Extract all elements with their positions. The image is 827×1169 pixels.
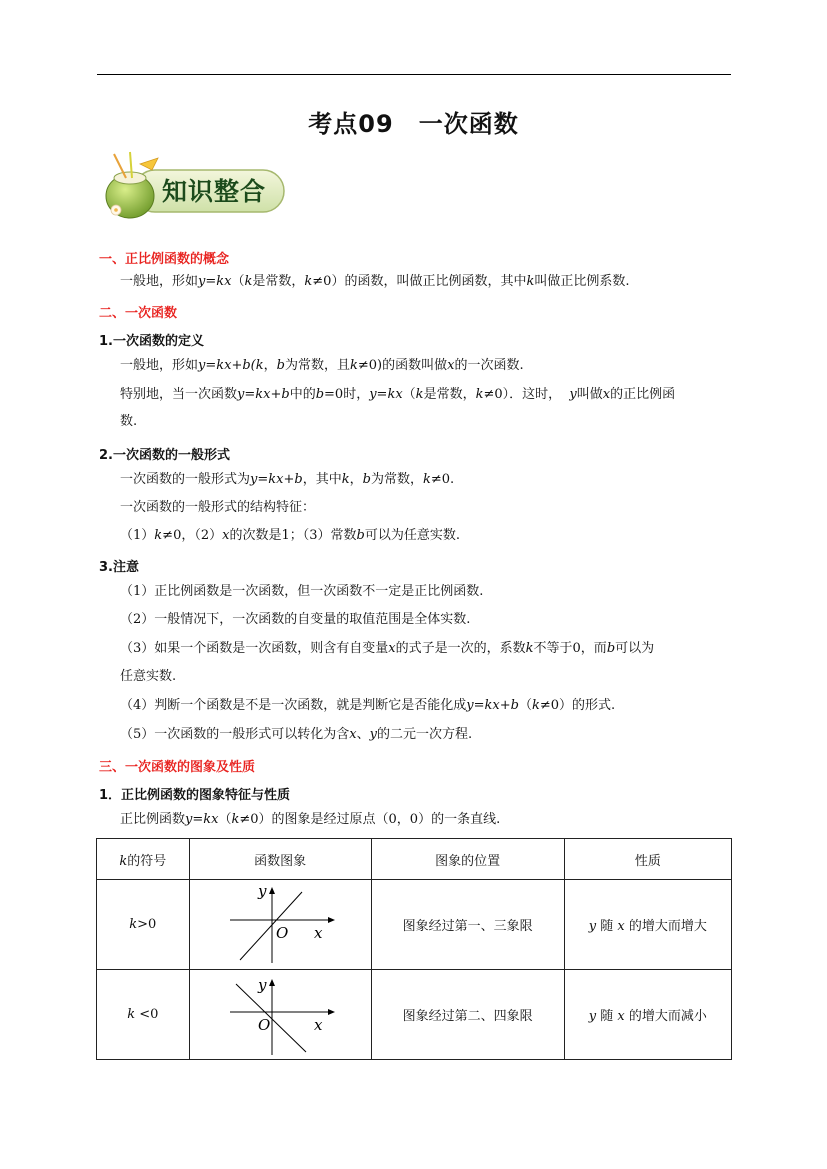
proportional-graph-intro: 正比例函数y=kx（k≠0）的图象是经过原点（0，0）的一条直线. xyxy=(120,812,501,827)
cell-position: 图象经过第二、四象限 xyxy=(371,970,564,1060)
graph-decreasing xyxy=(190,970,371,1059)
general-form-line-2: 一次函数的一般形式的结构特征： xyxy=(120,500,316,515)
note-1: （1）正比例函数是一次函数，但一次函数不一定是正比例函数. xyxy=(120,584,484,599)
definition-line-2: 特别地，当一次函数y=kx+b中的b=0时，y=kx（k是常数，k≠0）．这时， y叫做x的正比例函 xyxy=(120,387,676,402)
properties-table xyxy=(96,838,732,1060)
cell-graph xyxy=(189,880,371,970)
header-graph: 函数图象 xyxy=(189,839,371,880)
cell-property: y 随 x 的增大而增大 xyxy=(564,880,731,970)
table-row xyxy=(97,880,732,970)
general-form-line-1: 一次函数的一般形式为y=kx+b，其中k，b为常数，k≠0. xyxy=(120,472,455,487)
subheading-general-form: 2.一次函数的一般形式 xyxy=(99,448,230,463)
y-axis-label: y xyxy=(257,882,267,900)
origin-label: O xyxy=(275,924,288,942)
header-rule xyxy=(97,74,731,75)
section-heading-1: 一、正比例函数的概念 xyxy=(99,252,230,267)
origin-label: O xyxy=(257,1016,270,1034)
definition-line-1: 一般地，形如y=kx+b(k，b为常数，且k≠0)的函数叫做x的一次函数. xyxy=(120,358,524,373)
paragraph-1: 一般地，形如y=kx（k是常数，k≠0）的函数，叫做正比例函数，其中k叫做正比例系数. xyxy=(120,274,630,289)
section-heading-2: 二、一次函数 xyxy=(99,306,178,321)
section-heading-3: 三、一次函数的图象及性质 xyxy=(99,760,256,775)
note-3-cont: 任意实数. xyxy=(120,669,177,684)
page-title: 考点09 一次函数 xyxy=(308,110,519,138)
header-position: 图象的位置 xyxy=(371,839,564,880)
cell-sign: k>0 xyxy=(97,880,190,970)
header-property: 性质 xyxy=(564,839,731,880)
note-3: （3）如果一个函数是一次函数，则含有自变量x的式子是一次的，系数k不等于0，而b可以为 xyxy=(120,641,655,656)
graph-increasing xyxy=(190,880,371,969)
cell-sign: k <0 xyxy=(97,970,190,1060)
subheading-definition: 1.一次函数的定义 xyxy=(99,334,204,349)
note-5: （5）一次函数的一般形式可以转化为含x、y的二元一次方程. xyxy=(120,727,473,742)
y-axis-label: y xyxy=(257,976,267,994)
cell-property: y 随 x 的增大而减小 xyxy=(564,970,731,1060)
badge-text: 知识整合 xyxy=(162,177,267,206)
header-sign: k的符号 xyxy=(97,839,190,880)
subheading-notes: 3.注意 xyxy=(99,560,139,575)
cell-position: 图象经过第一、三象限 xyxy=(371,880,564,970)
cell-graph xyxy=(189,970,371,1060)
note-2: （2）一般情况下，一次函数的自变量的取值范围是全体实数. xyxy=(120,612,471,627)
subheading-proportional-graph: 1．正比例函数的图象特征与性质 xyxy=(99,788,291,803)
table-row xyxy=(97,970,732,1060)
table-header-row xyxy=(97,839,732,880)
definition-line-3: 数. xyxy=(120,414,138,429)
note-4: （4）判断一个函数是不是一次函数，就是判断它是否能化成y=kx+b（k≠0）的形式. xyxy=(120,698,616,713)
x-axis-label: x xyxy=(313,1016,323,1034)
general-form-line-3: （1）k≠0，（2）x的次数是1；（3）常数b可以为任意实数. xyxy=(120,528,460,543)
x-axis-label: x xyxy=(313,924,323,942)
